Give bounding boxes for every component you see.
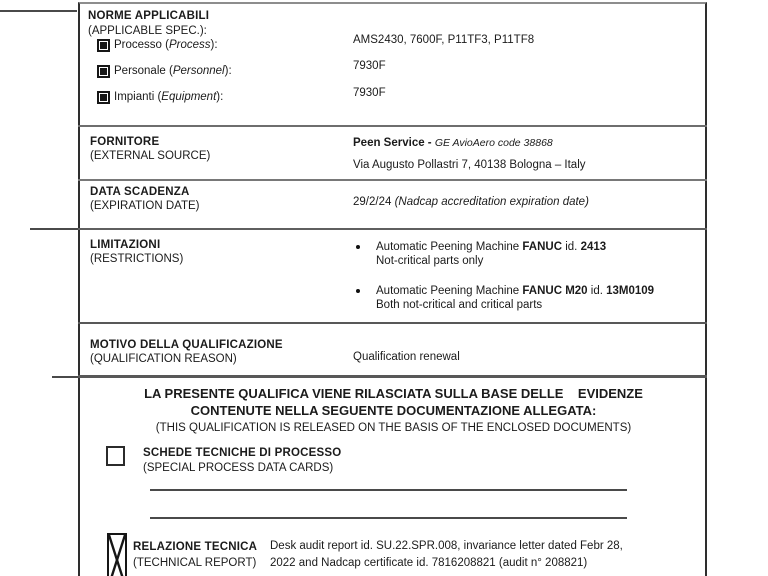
- margin-tick-low: [52, 376, 78, 378]
- relazione-subtitle: (TECHNICAL REPORT): [133, 557, 257, 569]
- label-italic: Process: [168, 39, 211, 51]
- statement-line-2: CONTENUTE NELLA SEGUENTE DOCUMENTAZIONE ALLEGATA:: [190, 403, 597, 418]
- restriction-text: Automatic Peening Machine: [376, 285, 523, 297]
- machine-id: 13M0109: [606, 285, 655, 297]
- divider-fornitore-scadenza: [78, 179, 707, 181]
- bullet-icon: [356, 245, 360, 249]
- checkbox-relazione-x-checked: [107, 533, 127, 576]
- scadenza-subtitle: (EXPIRATION DATE): [90, 200, 200, 212]
- label-open: Impianti (: [114, 91, 162, 103]
- supplier-address: Via Augusto Pollastri 7, 40138 Bologna – Italy: [353, 159, 586, 171]
- supplier-name-line: [353, 136, 553, 150]
- fornitore-subtitle: (EXTERNAL SOURCE): [90, 150, 211, 162]
- label-italic: Equipment: [161, 91, 217, 103]
- norme-row-personale-label: [114, 64, 232, 78]
- checkbox-processo-checked: [97, 39, 110, 52]
- expiration-note: (Nadcap accreditation expiration date): [394, 196, 589, 208]
- restriction-text: Automatic Peening Machine: [376, 241, 523, 253]
- checkbox-impianti-checked: [97, 91, 110, 104]
- expiration-value: [353, 195, 589, 209]
- machine-name: FANUC: [522, 241, 563, 253]
- scadenza-title: DATA SCADENZA: [90, 186, 190, 198]
- motivo-subtitle: (QUALIFICATION REASON): [90, 353, 237, 365]
- machine-id: 2413: [580, 241, 607, 253]
- restriction-item-2: [376, 284, 654, 298]
- norme-title: NORME APPLICABILI: [88, 10, 210, 22]
- restriction-item-1-note: Not-critical parts only: [376, 255, 484, 267]
- technical-report-text-1: Desk audit report id. SU.22.SPR.008, invariance letter dated Febr 28,: [270, 540, 623, 552]
- label-open: Personale (: [114, 65, 173, 77]
- statement-line-3: (THIS QUALIFICATION IS RELEASED ON THE BASIS OF THE ENCLOSED DOCUMENTS): [155, 422, 632, 434]
- expiration-date: 29/2/24: [353, 196, 395, 208]
- fill-in-line: [150, 489, 627, 491]
- norme-row-impianti-value: 7930F: [353, 87, 386, 99]
- label-close: ):: [216, 91, 224, 103]
- x-mark-icon: [109, 535, 125, 576]
- norme-row-processo-value: AMS2430, 7600F, P11TF3, P11TF8: [353, 34, 535, 46]
- schede-title: SCHEDE TECNICHE DI PROCESSO: [143, 447, 342, 459]
- technical-report-text-2: 2022 and Nadcap certificate id. 7816208821 (audit n° 208821): [270, 557, 588, 569]
- label-open: Processo (: [114, 39, 169, 51]
- checkbox-schede-unchecked: [106, 446, 125, 466]
- norme-row-personale-value: 7930F: [353, 60, 386, 72]
- restriction-text: id.: [587, 285, 607, 297]
- limitazioni-subtitle: (RESTRICTIONS): [90, 253, 184, 265]
- norme-row-impianti-label: [114, 90, 223, 104]
- margin-tick-mid: [30, 228, 78, 230]
- schede-subtitle: (SPECIAL PROCESS DATA CARDS): [143, 462, 334, 474]
- motivo-title: MOTIVO DELLA QUALIFICAZIONE: [90, 339, 283, 351]
- machine-name: FANUC M20: [522, 285, 588, 297]
- norme-subtitle: (APPLICABLE SPEC.):: [88, 25, 207, 37]
- limitazioni-title: LIMITAZIONI: [90, 239, 161, 251]
- fornitore-title: FORNITORE: [90, 136, 160, 148]
- divider-motivo-statement: [78, 375, 707, 378]
- bullet-icon: [356, 289, 360, 293]
- divider-limitazioni-motivo: [78, 322, 707, 324]
- restriction-item-2-note: Both not-critical and critical parts: [376, 299, 543, 311]
- supplier-code: GE AvioAero code 38868: [434, 137, 553, 149]
- checkbox-personale-checked: [97, 65, 110, 78]
- restriction-item-1: [376, 240, 606, 254]
- relazione-title: RELAZIONE TECNICA: [133, 541, 258, 553]
- restriction-text: id.: [562, 241, 581, 253]
- statement-line-1: LA PRESENTE QUALIFICA VIENE RILASCIATA SULLA BASE DELLE EVIDENZE: [144, 386, 643, 401]
- label-italic: Personnel: [172, 65, 225, 77]
- supplier-name: Peen Service -: [353, 137, 435, 149]
- margin-line-top: [0, 10, 77, 12]
- divider-norme-fornitore: [78, 125, 707, 127]
- divider-scadenza-limitazioni: [78, 228, 707, 230]
- fill-in-line: [150, 517, 627, 519]
- norme-row-processo-label: [114, 38, 218, 52]
- label-close: ):: [210, 39, 218, 51]
- label-close: ):: [224, 65, 232, 77]
- qualification-reason-value: Qualification renewal: [353, 351, 460, 363]
